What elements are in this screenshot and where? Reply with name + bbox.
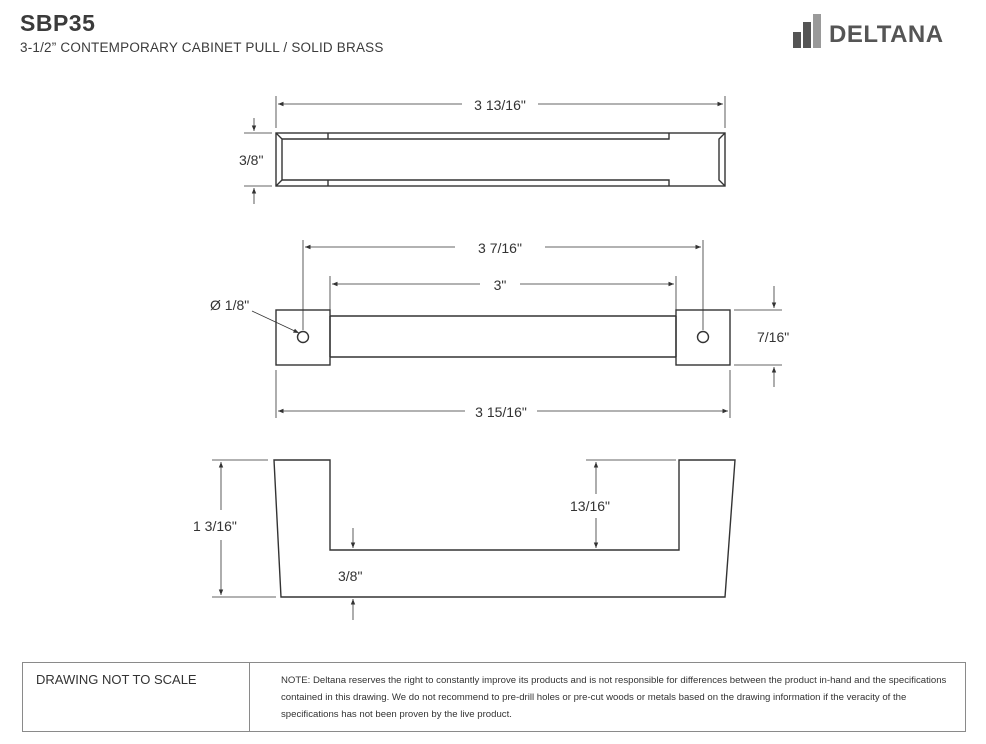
dim-clearance-label: 13/16" xyxy=(570,498,611,514)
dim-projection-label: 1 3/16" xyxy=(193,518,237,534)
dim-hole-diameter-label: Ø 1/8" xyxy=(210,297,250,313)
scale-note: DRAWING NOT TO SCALE xyxy=(23,663,250,731)
top-view xyxy=(276,133,725,186)
brand-name: DELTANA xyxy=(829,21,944,48)
mounting-hole-right xyxy=(698,332,709,343)
mounting-hole-left xyxy=(298,332,309,343)
product-description: 3-1/2” CONTEMPORARY CABINET PULL / SOLID BRASS xyxy=(20,40,384,55)
dim-end-height-label: 7/16" xyxy=(757,329,790,345)
dim-thickness-label: 3/8" xyxy=(338,568,363,584)
dim-c2c-label: 3" xyxy=(493,277,507,293)
product-model: SBP35 xyxy=(20,10,96,36)
dim-top-height-label: 3/8" xyxy=(239,152,264,168)
dim-c2c-outer-label: 3 7/16" xyxy=(478,240,522,256)
footer-box xyxy=(22,662,966,732)
dim-top-length-label: 3 13/16" xyxy=(474,97,526,113)
front-view xyxy=(276,310,730,365)
disclaimer-note: NOTE: Deltana reserves the right to constantly improve its products and is not responsible for differences between the product in-hand and the specifications contained in this drawing. We do not recommend to pre-drill holes or pre-cut woods or metals based on the drawing information if the veracity of the specifications has not been proven by the live product. xyxy=(281,675,947,720)
dim-overall-length-label: 3 15/16" xyxy=(475,404,527,420)
